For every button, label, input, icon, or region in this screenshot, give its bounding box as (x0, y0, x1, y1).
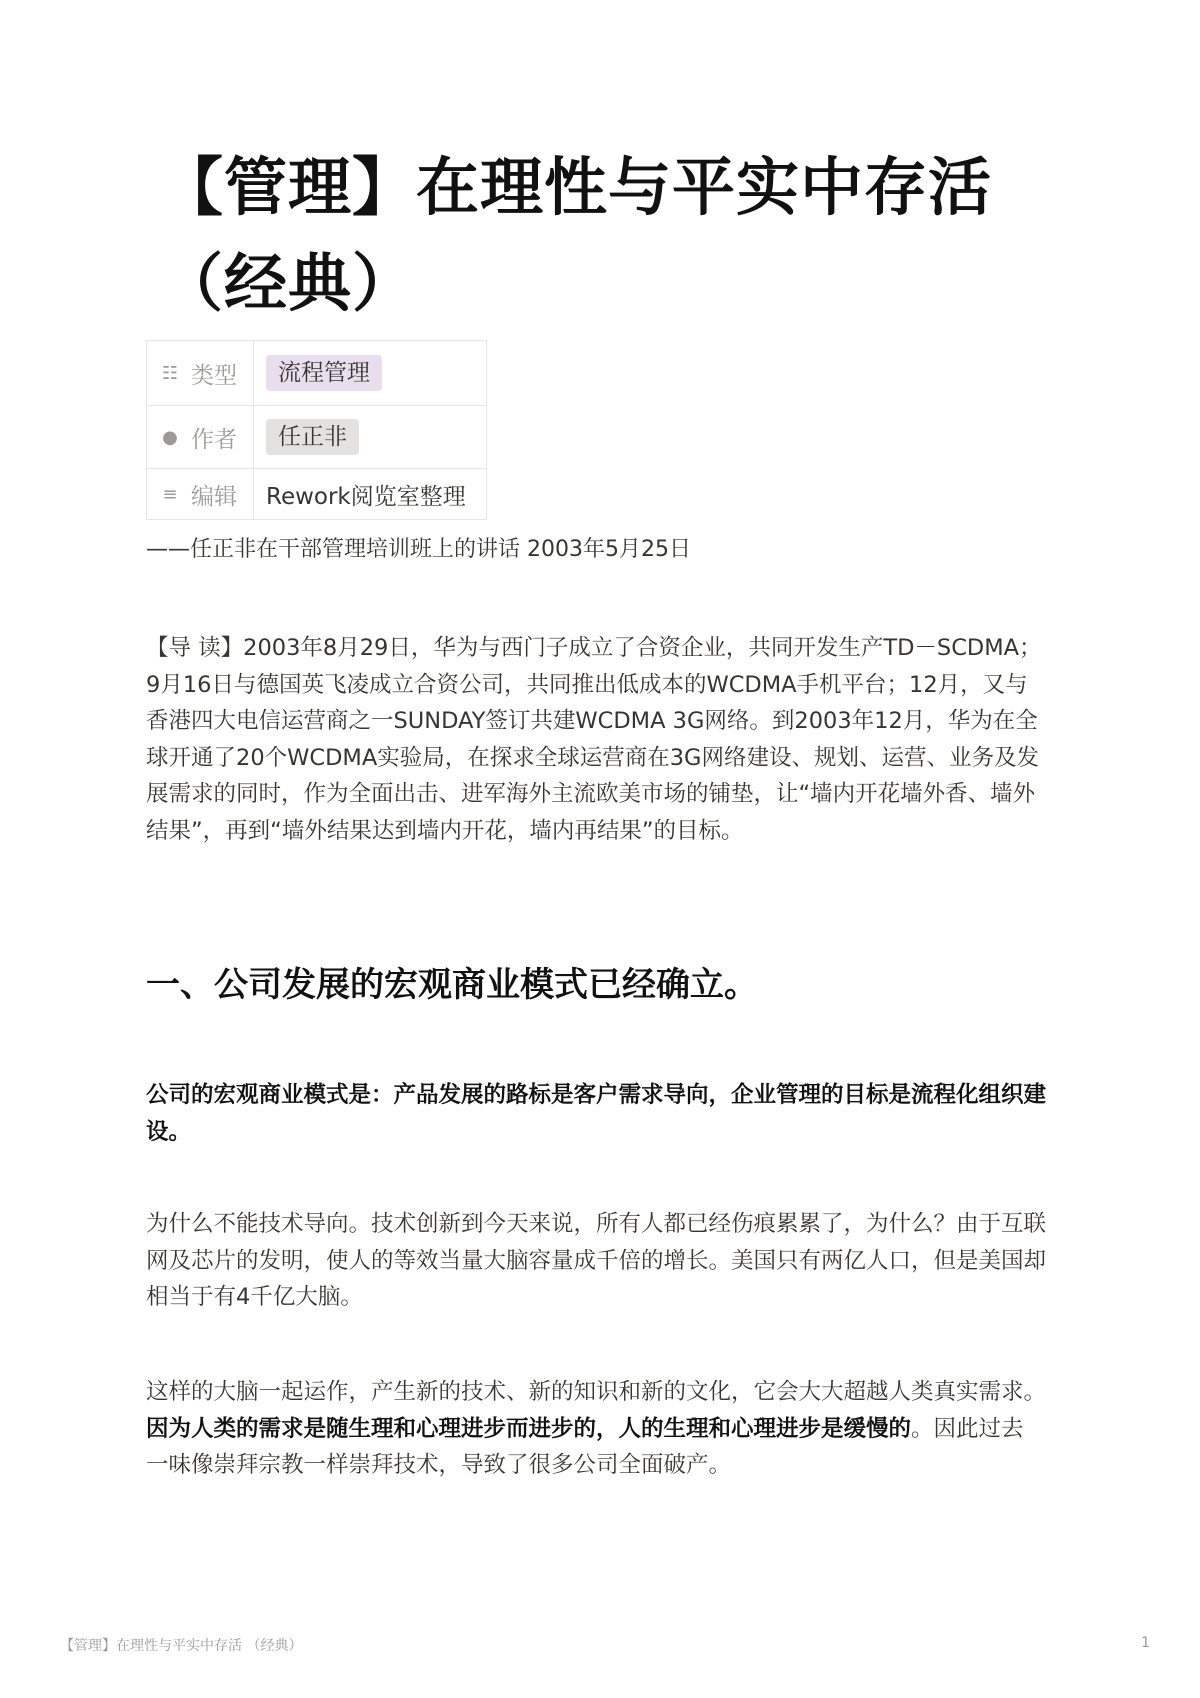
paragraph-text: 这样的大脑一起运作，产生新的技术、新的知识和新的文化，它会大大超越人类真实需求。 (146, 1379, 1047, 1405)
property-key-label: 类型 (191, 362, 237, 389)
property-key-cell (147, 469, 254, 520)
page-number: 1 (1141, 1635, 1150, 1651)
property-key-label: 编辑 (191, 483, 237, 510)
property-key-cell (147, 406, 254, 469)
page-title-line1: 【管理】在理性与平实中存活 (160, 151, 992, 224)
footer-title: 【管理】在理性与平实中存活 （经典） (60, 1638, 303, 1654)
property-value-cell[interactable] (254, 469, 487, 520)
property-value-cell[interactable] (254, 406, 487, 469)
section-heading: 一、公司发展的宏观商业模式已经确立。 (146, 965, 758, 1005)
properties-table (146, 340, 487, 520)
paragraph-text: 。因此过去一味像崇拜宗教一样崇拜技术，导致了很多公司全面破产。 (146, 1415, 1024, 1478)
body-paragraph: 为什么不能技术导向。技术创新到今天来说，所有人都已经伤痕累累了，为什么？由于互联网及芯片的发明，使人的等效当量大脑容量成千倍的增长。美国只有两亿人口，但是美国却相当于有4千亿大脑。 (146, 1211, 1047, 1310)
intro-paragraph: 【导 读】2003年8月29日，华为与西门子成立了合资企业，共同开发生产TD－SCDMA；9月16日与德国英飞凌成立合资公司，共同推出低成本的WCDMA手机平台；12月，又与香港四大电信运营商之一SUNDAY签订共建WCDMA 3G网络。到2003年12月，华为在全球开通了20个WCDMA实验局，在探求全球运营商在3G网络建设、规划、运营、业务及发展需求的同时，作为全面出击、进军海外主流欧美市场的铺垫，让“墙内开花墙外香、墙外结果”，再到“墙外结果达到墙内开花，墙内再结果”的目标。 (146, 635, 1042, 844)
list-icon: ☷ (161, 362, 179, 384)
property-key-label: 作者 (191, 426, 237, 453)
page-title (160, 140, 1020, 332)
property-row-author (147, 406, 487, 469)
editor-value: Rework阅览室整理 (266, 483, 466, 510)
page-title-line2: （经典） (160, 247, 416, 320)
text-icon: ≡ (162, 483, 178, 505)
property-row-type (147, 341, 487, 406)
speech-subtitle: ——任正非在干部管理培训班上的讲话 2003年5月25日 (146, 537, 691, 562)
body-paragraph (146, 1374, 1046, 1484)
author-tag[interactable]: 任正非 (266, 419, 359, 455)
property-row-editor (147, 469, 487, 520)
property-value-cell[interactable] (254, 341, 487, 406)
paragraph-emphasis: 因为人类的需求是随生理和心理进步而进步的，人的生理和心理进步是缓慢的 (146, 1415, 912, 1442)
type-tag[interactable]: 流程管理 (266, 355, 382, 391)
property-key-cell (147, 341, 254, 406)
bold-paragraph: 公司的宏观商业模式是：产品发展的路标是客户需求导向，企业管理的目标是流程化组织建设。 (146, 1082, 1047, 1145)
person-icon: ● (162, 426, 178, 448)
